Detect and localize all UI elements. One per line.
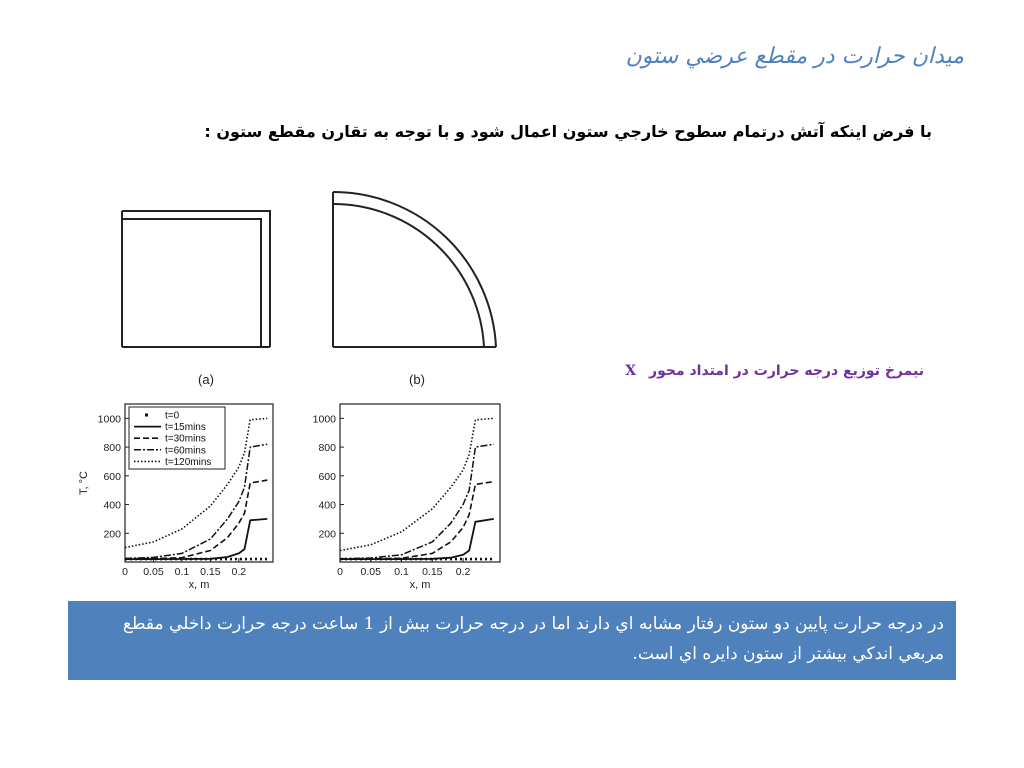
chart1-ytick-label-4: 1000	[97, 413, 121, 426]
chart1-ytick-label-0: 200	[103, 528, 121, 541]
chart2-xtick-label-2: 0.1	[394, 566, 409, 578]
figure-label-b: (b)	[409, 372, 425, 387]
chart1-legend-label-3: t=60mins	[165, 445, 206, 457]
chart1-ylabel: T, °C	[78, 471, 90, 495]
chart2-frame	[340, 404, 500, 562]
chart2-xtick-label-4: 0.2	[455, 566, 471, 578]
chart1-xtick-label-2: 0.1	[174, 566, 190, 578]
circular-section-diagram	[333, 192, 496, 347]
caption-text: نيمرخ توزيع درجه حرارت در امتداد محور	[649, 363, 924, 379]
square-section-diagram	[122, 211, 270, 347]
chart1-xlabel: x, m	[188, 579, 210, 591]
chart1-ytick-label-3: 800	[103, 442, 121, 455]
chart1-legend-label-2: t=30mins	[165, 433, 206, 445]
chart2-ytick-label-3: 800	[318, 442, 336, 455]
chart2-ytick-label-1: 400	[318, 499, 336, 512]
chart2-xtick-label-1: 0.05	[360, 566, 381, 578]
chart2-ytick-label-4: 1000	[312, 413, 336, 426]
chart2-xtick-label-3: 0.15	[422, 566, 443, 578]
cross-section-figures	[110, 185, 520, 395]
chart2-xtick-label-0: 0	[337, 566, 343, 578]
chart2-series-t-15mins	[340, 519, 494, 559]
chart1-series-t-30mins	[125, 480, 267, 559]
chart1-xtick-label-1: 0.05	[143, 566, 164, 578]
chart1-legend-label-4: t=120mins	[165, 456, 212, 468]
figure-label-a: (a)	[198, 372, 214, 387]
slide-title: ميدان حرارت در مقطع عرضي ستون	[625, 44, 964, 69]
chart1-xtick-label-3: 0.15	[200, 566, 221, 578]
chart2-ytick-label-0: 200	[318, 528, 336, 541]
chart1-legend-label-0: t=0	[165, 410, 180, 422]
intro-text: با فرض اينكه آتش درتمام سطوح خارجي ستون اعمال شود و با توجه به تقارن مقطع ستون :	[204, 122, 932, 141]
chart1-series-t-15mins	[125, 519, 267, 559]
chart2-xlabel: x, m	[409, 579, 431, 591]
chart1-ytick-label-2: 600	[103, 470, 121, 483]
chart1-xtick-label-4: 0.2	[231, 566, 247, 578]
figure-caption	[504, 363, 924, 379]
conclusion-box: در درجه حرارت پايين دو ستون رفتار مشابه اي دارند اما در درجه حرارت بيش از 1 ساعت درجه حرارت داخلي مقطع مربعي اندكي بيشتر از ستون دايره اي است.	[68, 601, 956, 680]
chart1-legend-label-1: t=15mins	[165, 422, 206, 434]
chart1-xtick-label-0: 0	[122, 566, 128, 578]
chart2-ytick-label-2: 600	[318, 470, 336, 483]
temperature-chart-circular	[290, 400, 505, 592]
chart1-ytick-label-1: 400	[103, 499, 121, 512]
caption-axis: X	[625, 363, 637, 379]
temperature-chart-square	[75, 400, 275, 592]
